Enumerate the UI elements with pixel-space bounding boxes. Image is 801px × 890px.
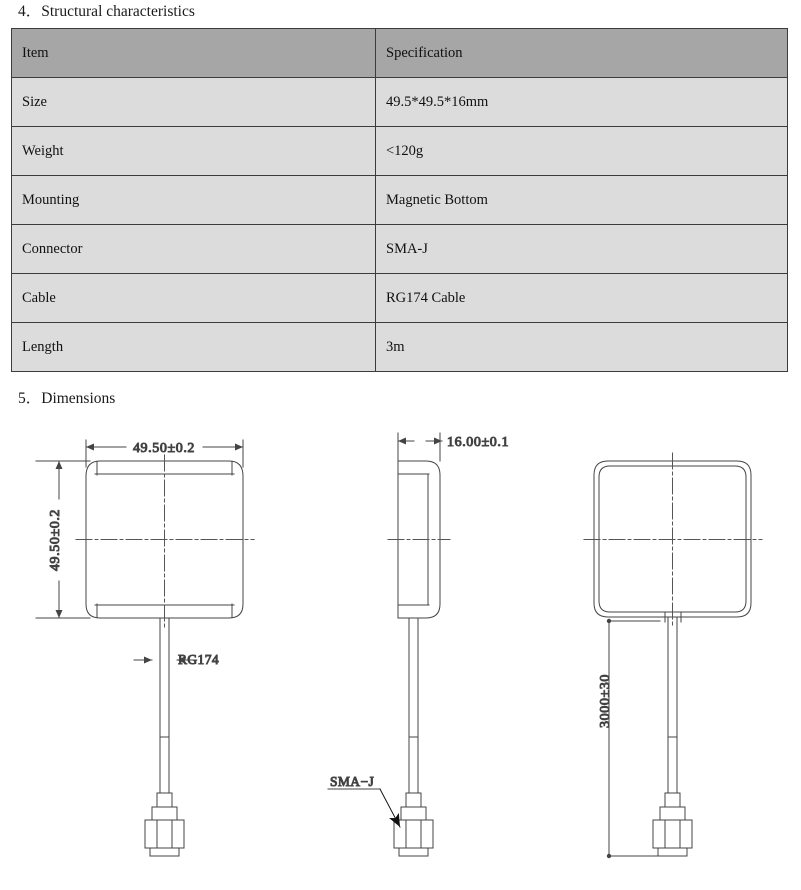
side-view-thickness-dimension-label: 16.00±0.1 [447, 435, 510, 450]
cell-item: Length [12, 323, 376, 372]
column-header-item: Item [12, 29, 376, 78]
table-row [12, 78, 788, 127]
table-header-row [12, 29, 788, 78]
structural-characteristics-table [11, 28, 788, 372]
cell-item: Weight [12, 127, 376, 176]
cell-spec: SMA-J [376, 225, 788, 274]
dimension-drawings [0, 415, 801, 890]
page-title-structural-characteristics: 4．Structural characteristics [18, 3, 195, 20]
table-row [12, 274, 788, 323]
cell-spec: 49.5*49.5*16mm [376, 78, 788, 127]
table-row [12, 225, 788, 274]
column-header-specification: Specification [376, 29, 788, 78]
side-view-drawing [328, 433, 509, 856]
table-row [12, 323, 788, 372]
front-view-drawing [584, 453, 762, 856]
cable-type-label: RG174 [178, 652, 220, 667]
page-title-dimensions: 5．Dimensions [18, 390, 116, 407]
table-row [12, 176, 788, 225]
cell-item: Size [12, 78, 376, 127]
cell-spec: <120g [376, 127, 788, 176]
top-view-width-dimension-label: 49.50±0.2 [132, 441, 196, 456]
table-row [12, 127, 788, 176]
top-view-height-dimension-label: 49.50±0.2 [48, 508, 63, 572]
cell-item: Mounting [12, 176, 376, 225]
connector-type-label: SMA−J [330, 774, 375, 789]
cable-length-dimension-label: 3000±30 [598, 674, 613, 728]
cell-item: Cable [12, 274, 376, 323]
cell-spec: 3m [376, 323, 788, 372]
cell-spec: Magnetic Bottom [376, 176, 788, 225]
cell-item: Connector [12, 225, 376, 274]
top-view-drawing [36, 440, 254, 856]
cell-spec: RG174 Cable [376, 274, 788, 323]
